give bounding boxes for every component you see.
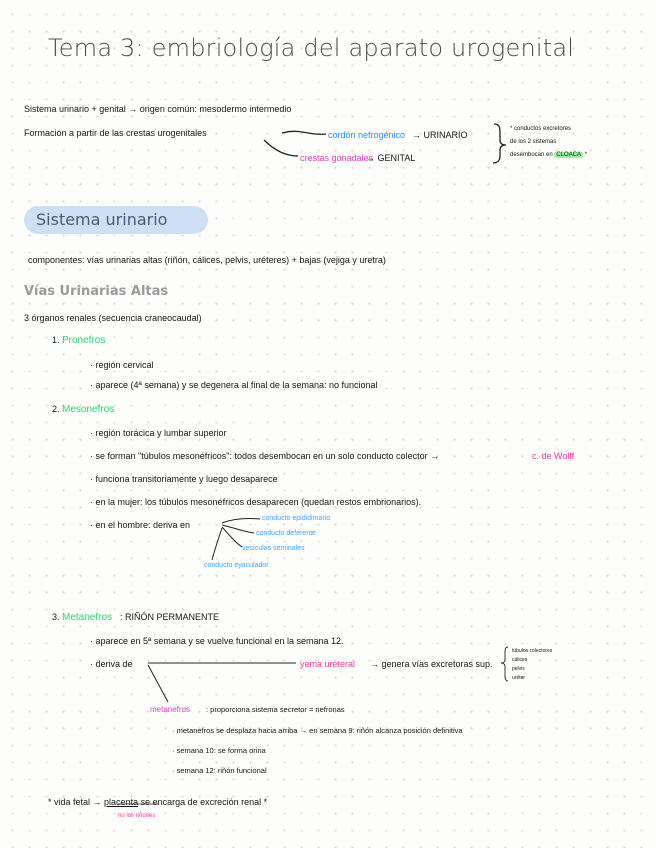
metanefros-name: Metanefros xyxy=(62,612,113,623)
branch-urinary-result: → URINARIO xyxy=(412,130,468,140)
pronefros-bullet-1: · región cervical xyxy=(90,360,154,370)
note-line-3-suffix: * xyxy=(584,152,588,158)
wolff-label: c. de Wolff xyxy=(532,451,575,461)
yema-result: → genera vías excretoras sup. xyxy=(370,659,493,669)
mesonefros-bullet-1: · región torácica y lumbar superior xyxy=(90,428,227,438)
components-line: componentes: vías urinarias altas (riñón, cálices, pelvis, uréteres) + bajas (vejiga y uretra) xyxy=(28,255,386,265)
pronefros-bullet-2: · aparece (4ª semana) y se degenera al final de la semana: no funcional xyxy=(90,380,378,390)
mesonefros-number: 2. xyxy=(52,404,60,414)
deriv-line-1 xyxy=(222,518,260,523)
blastema-line xyxy=(148,665,168,702)
branch-urinary-line xyxy=(282,131,326,134)
brace-item-2: cálices xyxy=(512,657,528,663)
derivative-4: conducto eyaculador xyxy=(204,562,269,569)
branch-genital-line xyxy=(264,140,298,156)
brace-item-3: pelvis xyxy=(512,666,525,672)
footer-suffix: se encarga de excreción renal * xyxy=(140,797,268,807)
page-title: Tema 3: embriología del aparato urogenital xyxy=(48,34,575,62)
blastema-desc: : proporciona sistema secretor = nefronas xyxy=(206,705,345,714)
excretory-brace xyxy=(501,647,508,681)
derivative-3: vesículas seminales xyxy=(242,545,305,552)
mesonefros-bullet-4: · en la mujer: los túbulos mesonéfricos desaparecen (quedan restos embrionarios). xyxy=(90,497,422,507)
metanefros-bullet-2: · deriva de xyxy=(90,659,133,669)
deriv-line-4 xyxy=(212,528,222,560)
branch-genital-label: crestas gonadales xyxy=(300,153,374,163)
mesonefros-bullet-2: · se forman "túbulos mesonéfricos": todos desembocan en un solo conducto colector → xyxy=(90,451,440,461)
subheading: Vías Urinarias Altas xyxy=(24,284,169,299)
brace-item-4: uréter xyxy=(512,675,526,681)
cloaca-highlight: CLOACA xyxy=(556,152,582,158)
note-line-2: de los 2 sistemas xyxy=(510,139,557,145)
derivative-2: conducto deferente xyxy=(256,530,316,537)
intro-line-1: Sistema urinario + genital → origen común: mesodermo intermedio xyxy=(24,104,292,114)
pronefros-name: Pronefros xyxy=(62,335,106,346)
intro-line-2: Formación a partir de las crestas urogenitales xyxy=(24,128,207,138)
footer-placenta: placenta xyxy=(104,797,139,807)
note-line-1: * conductos excretores xyxy=(510,126,572,132)
metanefros-suffix: : RIÑÓN PERMANENTE xyxy=(120,612,220,622)
metanefros-number: 3. xyxy=(52,612,60,622)
mesonefros-name: Mesonefros xyxy=(62,404,115,415)
intro-brace xyxy=(493,124,506,163)
mesonefros-bullet-3: · funciona transitoriamente y luego desaparece xyxy=(90,474,278,484)
pronefros-number: 1. xyxy=(52,335,60,345)
metanefros-sub-3: · semana 12: riñón funcional xyxy=(172,766,267,775)
derivative-1: conducto epididimario xyxy=(262,515,331,522)
section-pill-label: Sistema urinario xyxy=(36,210,168,229)
mesonefros-bullet-5: · en el hombre: deriva en xyxy=(90,520,191,530)
note-line-3-prefix: desembocan en xyxy=(510,152,553,158)
branch-urinary-label: cordón nefrogénico xyxy=(328,130,406,140)
yema-ureteral: yema ureteral xyxy=(300,659,356,669)
brace-item-1: túbulos colectores xyxy=(512,648,553,654)
organs-intro: 3 órganos renales (secuencia craneocaudal) xyxy=(24,313,202,323)
branch-genital-result: → GENITAL xyxy=(366,153,416,163)
metanefros-sub-1: · metanefros se desplaza hacia arriba → en semana 9: riñón alcanza posición definitiva xyxy=(172,726,463,735)
blastema-name: metanefros xyxy=(150,705,191,714)
footer-note: no los riñones xyxy=(118,813,156,819)
metanefros-bullet-1: · aparece en 5ª semana y se vuelve funcional en la semana 12. xyxy=(90,636,344,646)
footer-prefix: * vida fetal → xyxy=(48,797,102,807)
metanefros-sub-2: · semana 10: se forma orina xyxy=(172,746,266,755)
